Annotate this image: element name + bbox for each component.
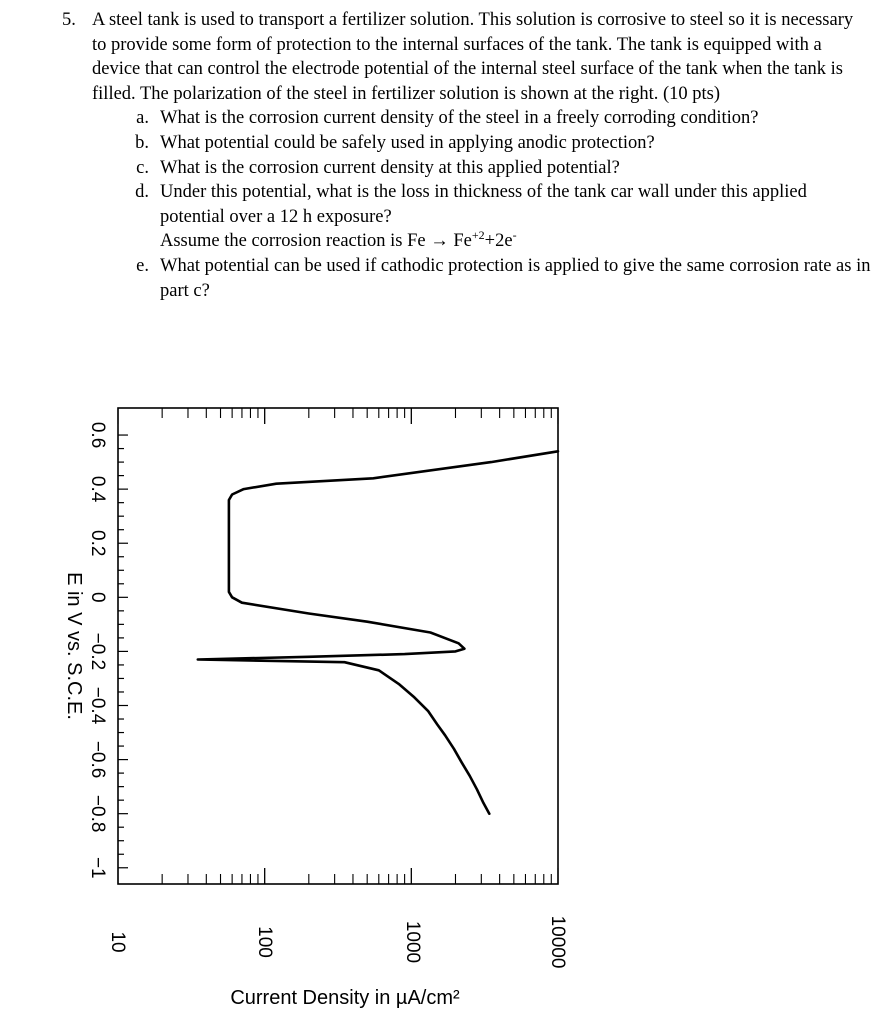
current-tick-label: 10000 [547,915,568,969]
current-tick-labels [107,916,568,969]
reaction-prefix: Assume the corrosion reaction is Fe → Fe [160,231,472,252]
sub-question-text: What is the corrosion current density at this applied potential? [160,157,620,178]
sub-question-label: e. [136,255,149,276]
potential-tick-label: −0.6 [87,740,108,779]
potential-axis-ticks [118,435,128,868]
potential-tick-label: 0.4 [87,475,108,503]
sub-question-text: Under this potential, what is the loss in thickness of the tank car wall under this applied potential over a 12 h exposure? [160,182,807,227]
polarization-curve-line [198,451,558,813]
sub-question-text: What is the corrosion current density of the steel in a freely corroding condition? [160,108,759,129]
series-group [198,451,558,813]
potential-tick-label: −0.2 [87,632,108,671]
reaction-electrons: +2e [484,231,513,252]
current-axis-title: Current Density in µA/cm² [230,987,460,1009]
current-tick-label: 10 [107,931,128,953]
potential-tick-label: 0 [87,592,108,603]
current-tick-label: 100 [254,926,275,958]
question-number: 5. [62,10,76,30]
current-tick-label: 1000 [402,920,423,964]
sub-question-label: b. [135,132,149,153]
potential-axis-title: E in V vs. S.C.E. [63,572,85,720]
potential-tick-label: 0.2 [87,530,108,557]
sub-question-label: c. [136,157,149,178]
potential-tick-label: −0.8 [87,794,108,833]
potential-tick-labels [87,422,108,879]
electron-charge-superscript: - [512,228,517,243]
charge-superscript: +2 [471,228,485,243]
sub-question-label: a. [136,108,149,129]
potential-tick-label: −0.4 [87,686,108,725]
question-stem: A steel tank is used to transport a fertilizer solution. This solution is corrosive to steel so it is necessary to provide some form of protection to the internal surfaces of the tank. The tank is equipped with a device that can control the electrode potential of the internal steel surface of the tank when the tank is filled. The polarization of the steel in fertilizer solution is shown at the right. (10 pts) [92,10,854,104]
potential-tick-label: 0.6 [87,421,108,449]
sub-question-text: What potential can be used if cathodic protection is applied to give the same corrosion rate as in part c? [160,255,871,301]
sub-question-label: d. [135,182,149,203]
potential-tick-label: −1 [87,856,108,879]
sub-question-text: What potential could be safely used in applying anodic protection? [160,132,655,153]
